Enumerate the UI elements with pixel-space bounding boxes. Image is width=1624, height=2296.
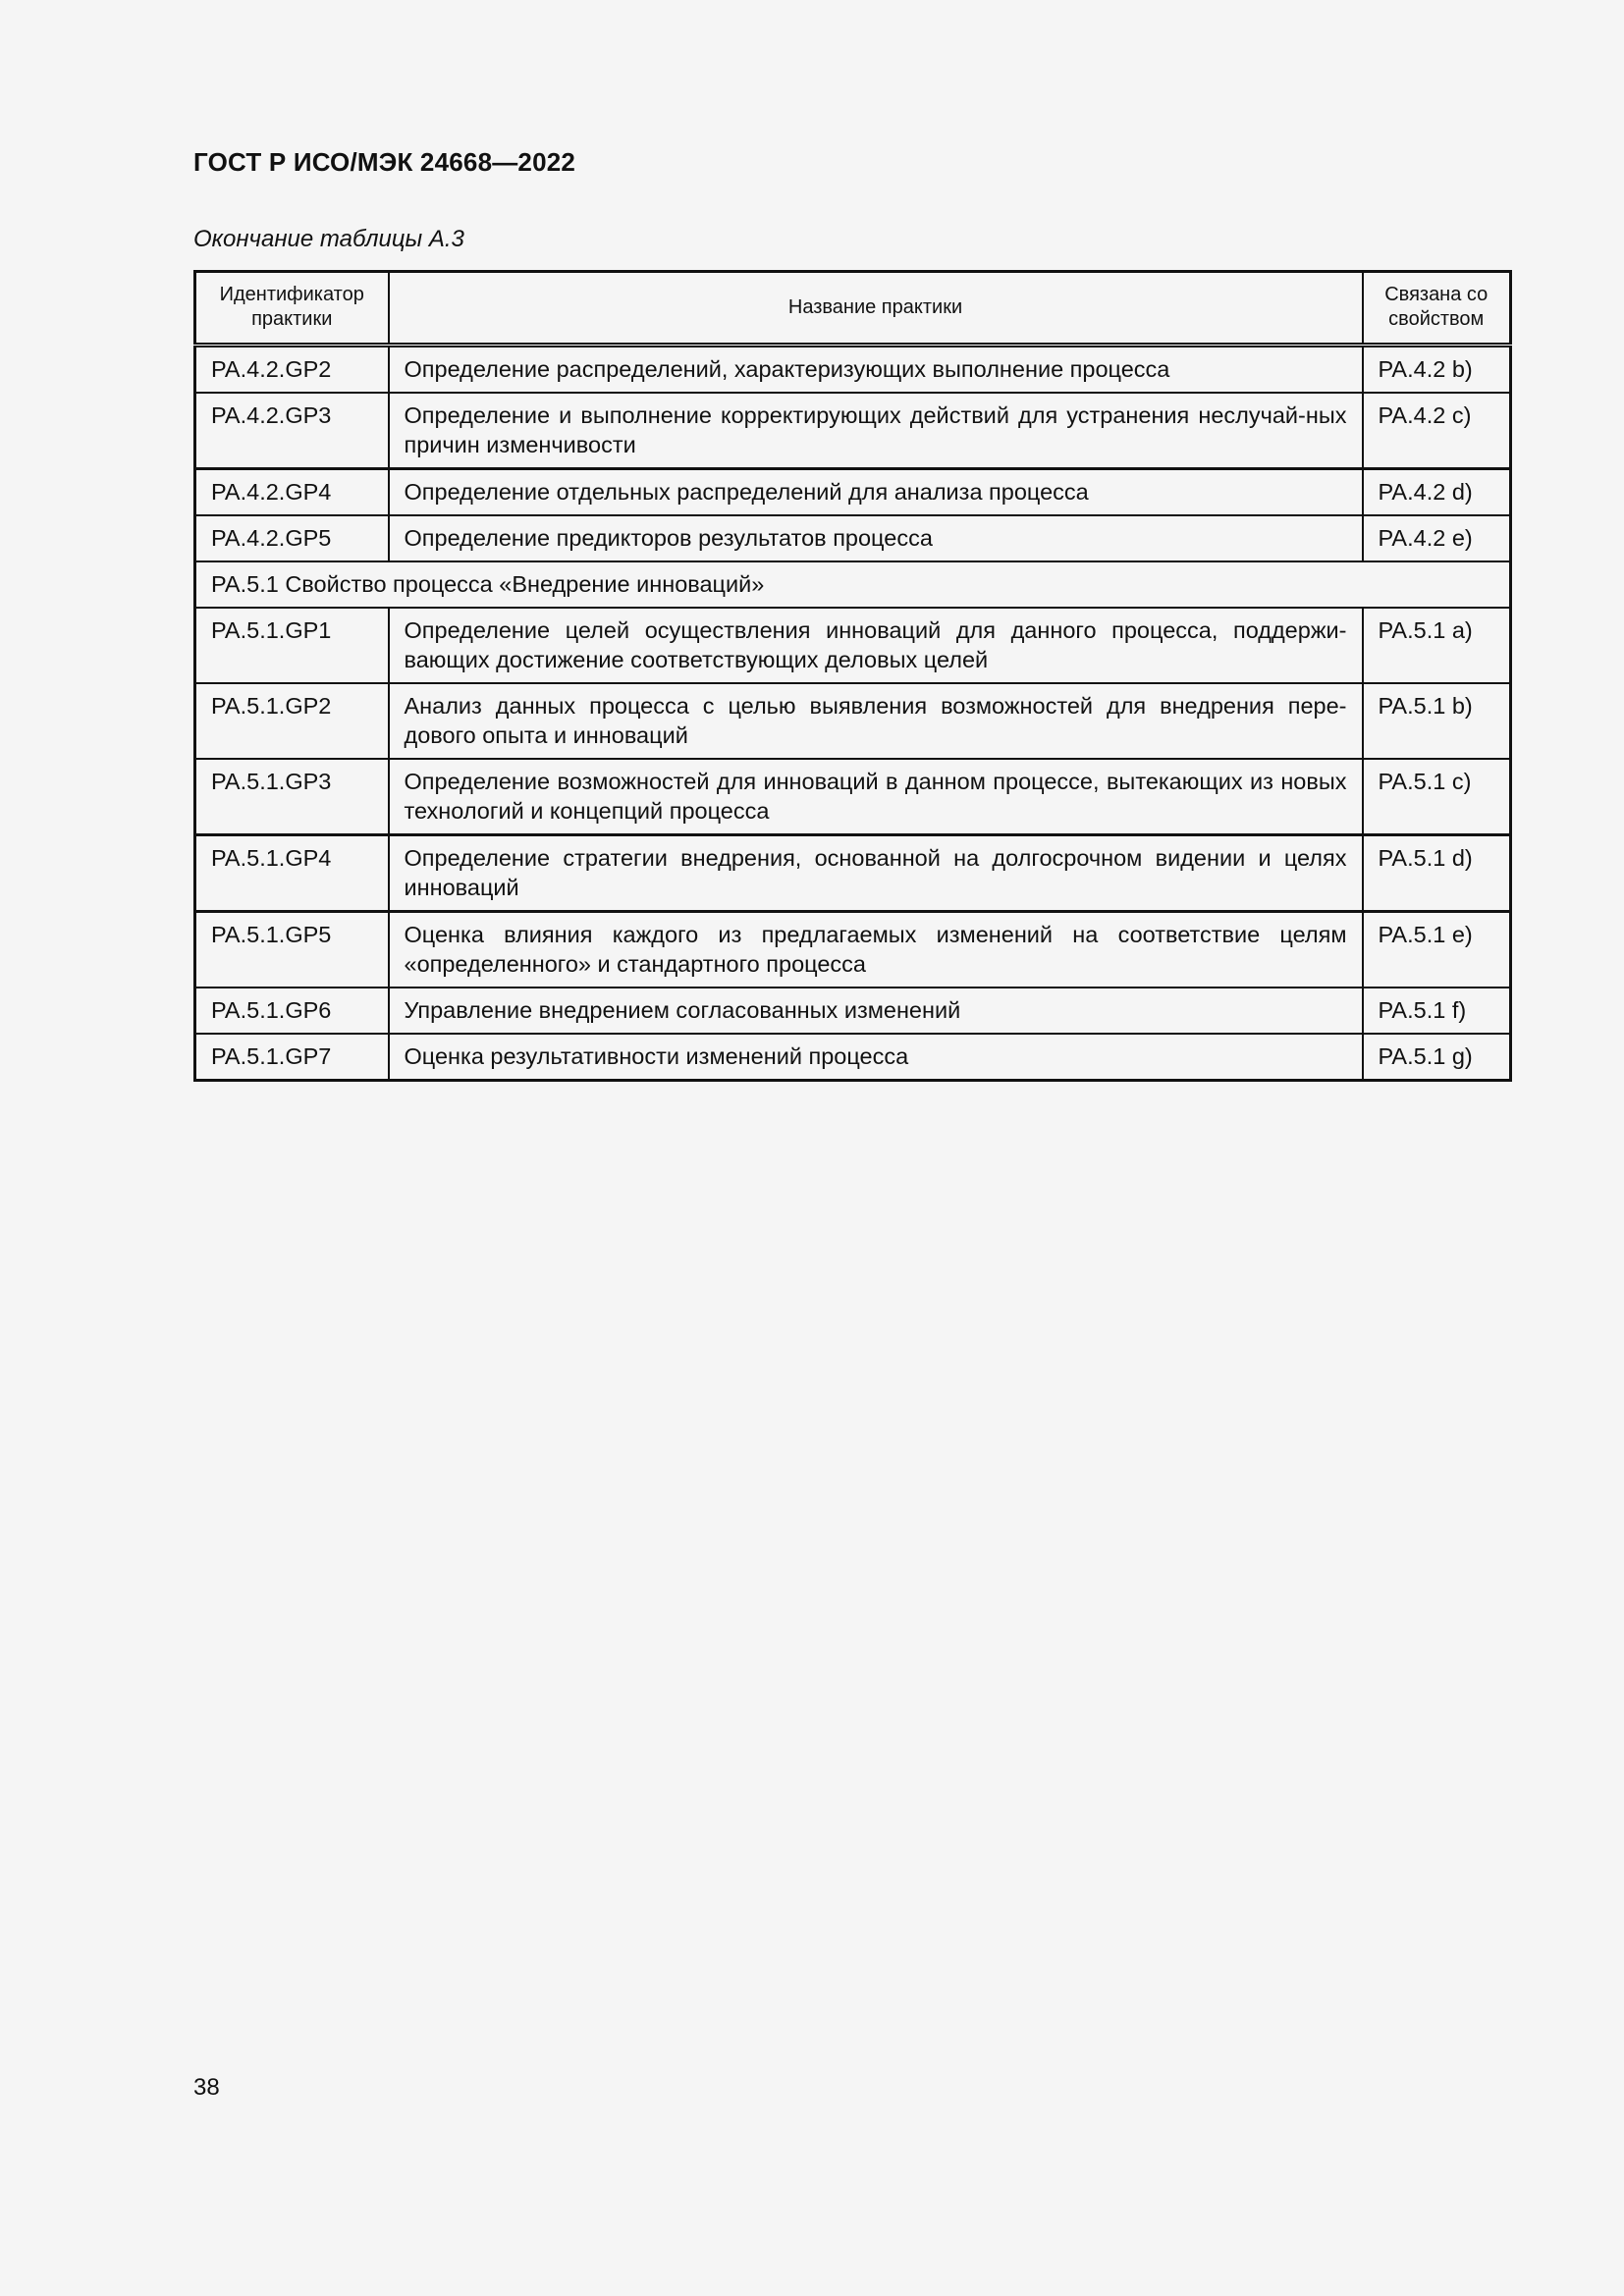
practices-table: [193, 270, 1512, 1082]
linked-property: PA.5.1 a): [1363, 608, 1511, 683]
header-linked-property: Связана со свойством: [1363, 272, 1511, 346]
table-section-row: [195, 561, 1511, 608]
table-header-row: [195, 272, 1511, 346]
practice-id: PA.5.1.GP2: [195, 683, 389, 759]
practice-name: Оценка результативности изменений процесса: [389, 1034, 1363, 1081]
table-row: [195, 683, 1511, 759]
table-row: [195, 346, 1511, 394]
linked-property: PA.4.2 e): [1363, 515, 1511, 561]
practice-name: Управление внедрением согласованных изменений: [389, 988, 1363, 1034]
practice-id: PA.5.1.GP1: [195, 608, 389, 683]
table-row: [195, 608, 1511, 683]
table-caption: Окончание таблицы А.3: [193, 226, 464, 252]
practice-name: Определение целей осуществления инноваций для данного процесса, поддержи-вающих достижение соответствующих деловых целей: [389, 608, 1363, 683]
practice-id: PA.5.1.GP5: [195, 912, 389, 988]
practice-name: Определение стратегии внедрения, основанной на долгосрочном видении и целях инноваций: [389, 835, 1363, 912]
linked-property: PA.5.1 b): [1363, 683, 1511, 759]
practice-name: Определение отдельных распределений для анализа процесса: [389, 469, 1363, 516]
practice-name: Анализ данных процесса с целью выявления возможностей для внедрения пере-дового опыта и инноваций: [389, 683, 1363, 759]
table-row: [195, 393, 1511, 469]
practice-id: PA.4.2.GP3: [195, 393, 389, 469]
practice-name: Определение возможностей для инноваций в данном процессе, вытекающих из новых технологий и концепций процесса: [389, 759, 1363, 835]
linked-property: PA.5.1 e): [1363, 912, 1511, 988]
table-row: [195, 835, 1511, 912]
practice-id: PA.4.2.GP4: [195, 469, 389, 516]
practice-name: Оценка влияния каждого из предлагаемых изменений на соответствие целям «определенного» и стандартного процесса: [389, 912, 1363, 988]
practice-name: Определение и выполнение корректирующих действий для устранения неслучай-ных причин изменчивости: [389, 393, 1363, 469]
practice-id: PA.5.1.GP4: [195, 835, 389, 912]
linked-property: PA.4.2 b): [1363, 346, 1511, 394]
table-row: [195, 1034, 1511, 1081]
table-row: [195, 988, 1511, 1034]
table-row: [195, 469, 1511, 516]
practice-id: PA.5.1.GP3: [195, 759, 389, 835]
practice-id: PA.5.1.GP6: [195, 988, 389, 1034]
practice-id: PA.4.2.GP2: [195, 346, 389, 394]
linked-property: PA.5.1 f): [1363, 988, 1511, 1034]
practice-id: PA.4.2.GP5: [195, 515, 389, 561]
linked-property: PA.4.2 d): [1363, 469, 1511, 516]
linked-property: PA.5.1 g): [1363, 1034, 1511, 1081]
section-heading: PA.5.1 Свойство процесса «Внедрение инноваций»: [195, 561, 1511, 608]
header-practice-id: Идентификатор практики: [195, 272, 389, 346]
linked-property: PA.5.1 d): [1363, 835, 1511, 912]
practice-id: PA.5.1.GP7: [195, 1034, 389, 1081]
document-title: ГОСТ Р ИСО/МЭК 24668—2022: [193, 147, 576, 177]
page-number: 38: [193, 2074, 220, 2101]
table-row: [195, 515, 1511, 561]
practice-name: Определение распределений, характеризующих выполнение процесса: [389, 346, 1363, 394]
table-row: [195, 759, 1511, 835]
linked-property: PA.5.1 c): [1363, 759, 1511, 835]
linked-property: PA.4.2 c): [1363, 393, 1511, 469]
table-row: [195, 912, 1511, 988]
practice-name: Определение предикторов результатов процесса: [389, 515, 1363, 561]
header-practice-name: Название практики: [389, 272, 1363, 346]
